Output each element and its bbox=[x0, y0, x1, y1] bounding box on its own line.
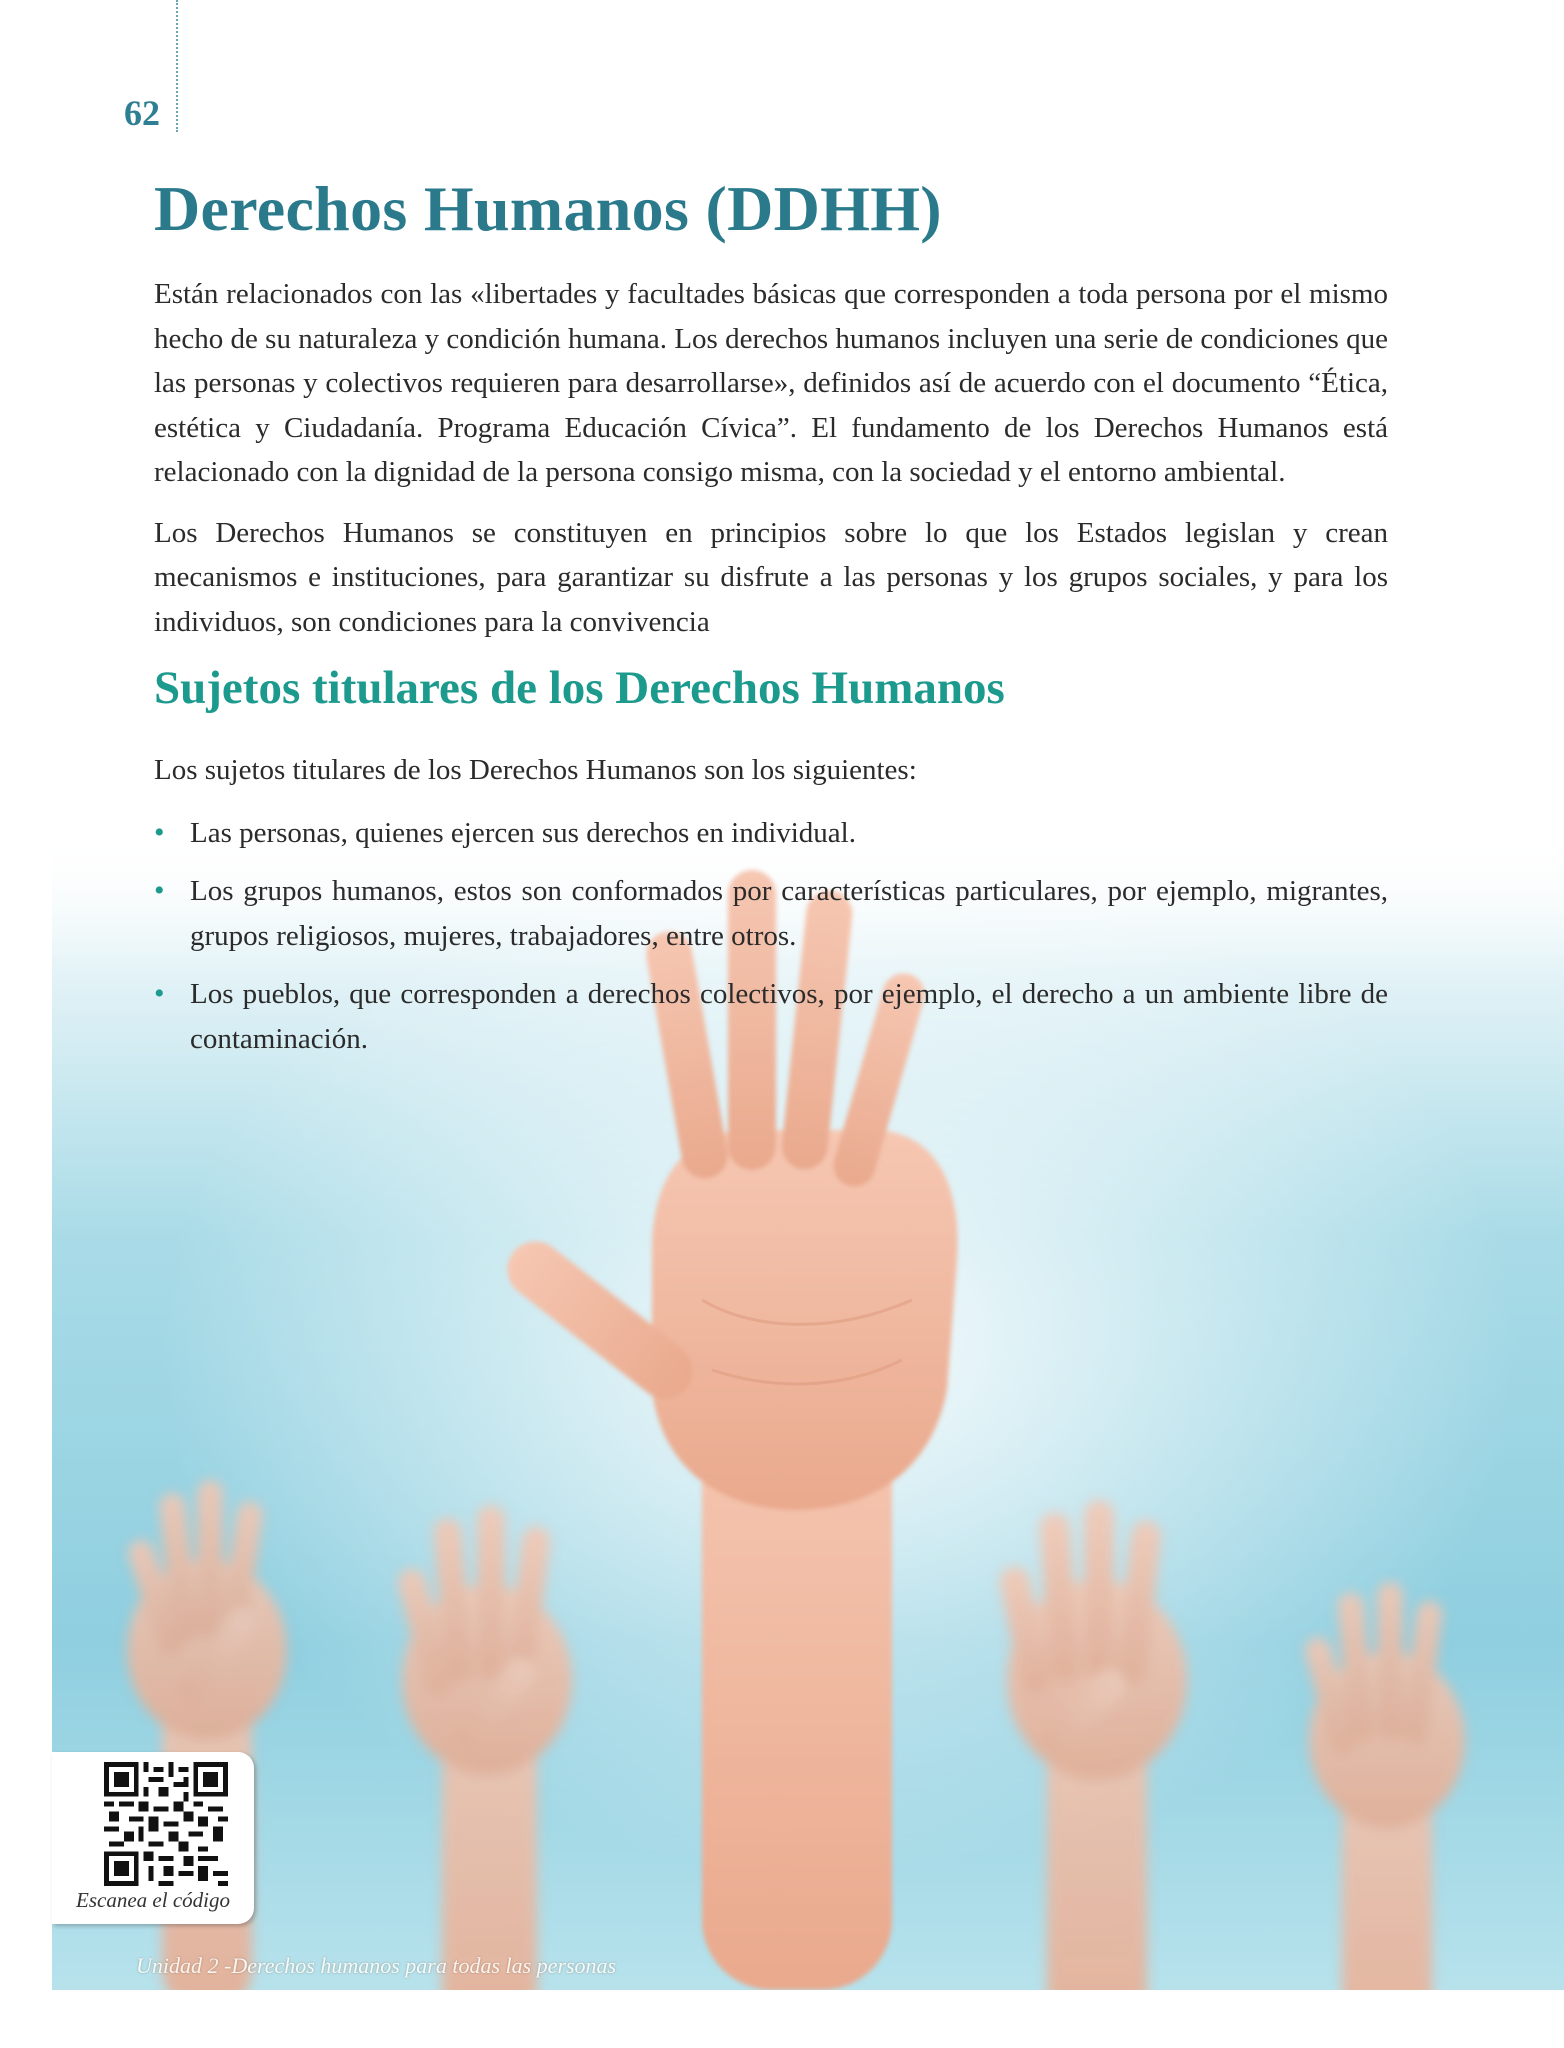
qr-code-icon[interactable] bbox=[102, 1762, 230, 1886]
list-item bbox=[154, 811, 1388, 856]
paragraph-1: Están relacionados con las «libertades y facultades básicas que corresponden a toda persona por el mismo hecho de su naturaleza y condición humana. Los derechos humanos incluyen una serie de condiciones que las personas y colectivos requieren para desarrollarse», definidos así de acuerdo con el documento “Ética, estética y Ciudadanía. Programa Educación Cívica”. El fundamento de los Derechos Humanos está relacionado con la dignidad de la persona consigo misma, con la sociedad y el entorno ambiental. bbox=[154, 278, 1388, 488]
qr-caption: Escanea el código bbox=[76, 1888, 230, 1912]
list-item-text: Los pueblos, que corresponden a derechos colectivos, por ejemplo, el derecho a un ambiente libre de contaminación. bbox=[190, 978, 1388, 1055]
page-margin-rule bbox=[176, 0, 178, 132]
list-item bbox=[154, 869, 1388, 958]
page-number: 62 bbox=[124, 93, 160, 133]
bullet-dot-icon: • bbox=[154, 977, 165, 1010]
list-item-text: Las personas, quienes ejercen sus derechos en individual. bbox=[190, 816, 856, 849]
paragraph-2: Los Derechos Humanos se constituyen en principios sobre lo que los Estados legislan y crean mecanismos e instituciones, para garantizar su disfrute a las personas y los grupos sociales, y para los individuos, son condiciones para la convivencia bbox=[154, 516, 1388, 638]
section-subtitle: Sujetos titulares de los Derechos Humanos bbox=[154, 662, 1005, 714]
list-item-text: Los grupos humanos, estos son conformados por características particulares, por ejemplo, migrantes, grupos religiosos, mujeres, trabajadores, entre otros. bbox=[190, 875, 1388, 952]
bullet-list bbox=[154, 811, 1388, 1062]
bullet-dot-icon: • bbox=[154, 874, 165, 907]
page-footer: Unidad 2 -Derechos humanos para todas las personas bbox=[136, 1953, 617, 1978]
intro-text: Los sujetos titulares de los Derechos Humanos son los siguientes: bbox=[154, 754, 917, 786]
body-content bbox=[154, 272, 1388, 1075]
list-item bbox=[154, 972, 1388, 1061]
bullet-dot-icon: • bbox=[154, 815, 165, 849]
qr-code-card[interactable] bbox=[52, 1752, 254, 1924]
page-title: Derechos Humanos (DDHH) bbox=[154, 173, 942, 244]
